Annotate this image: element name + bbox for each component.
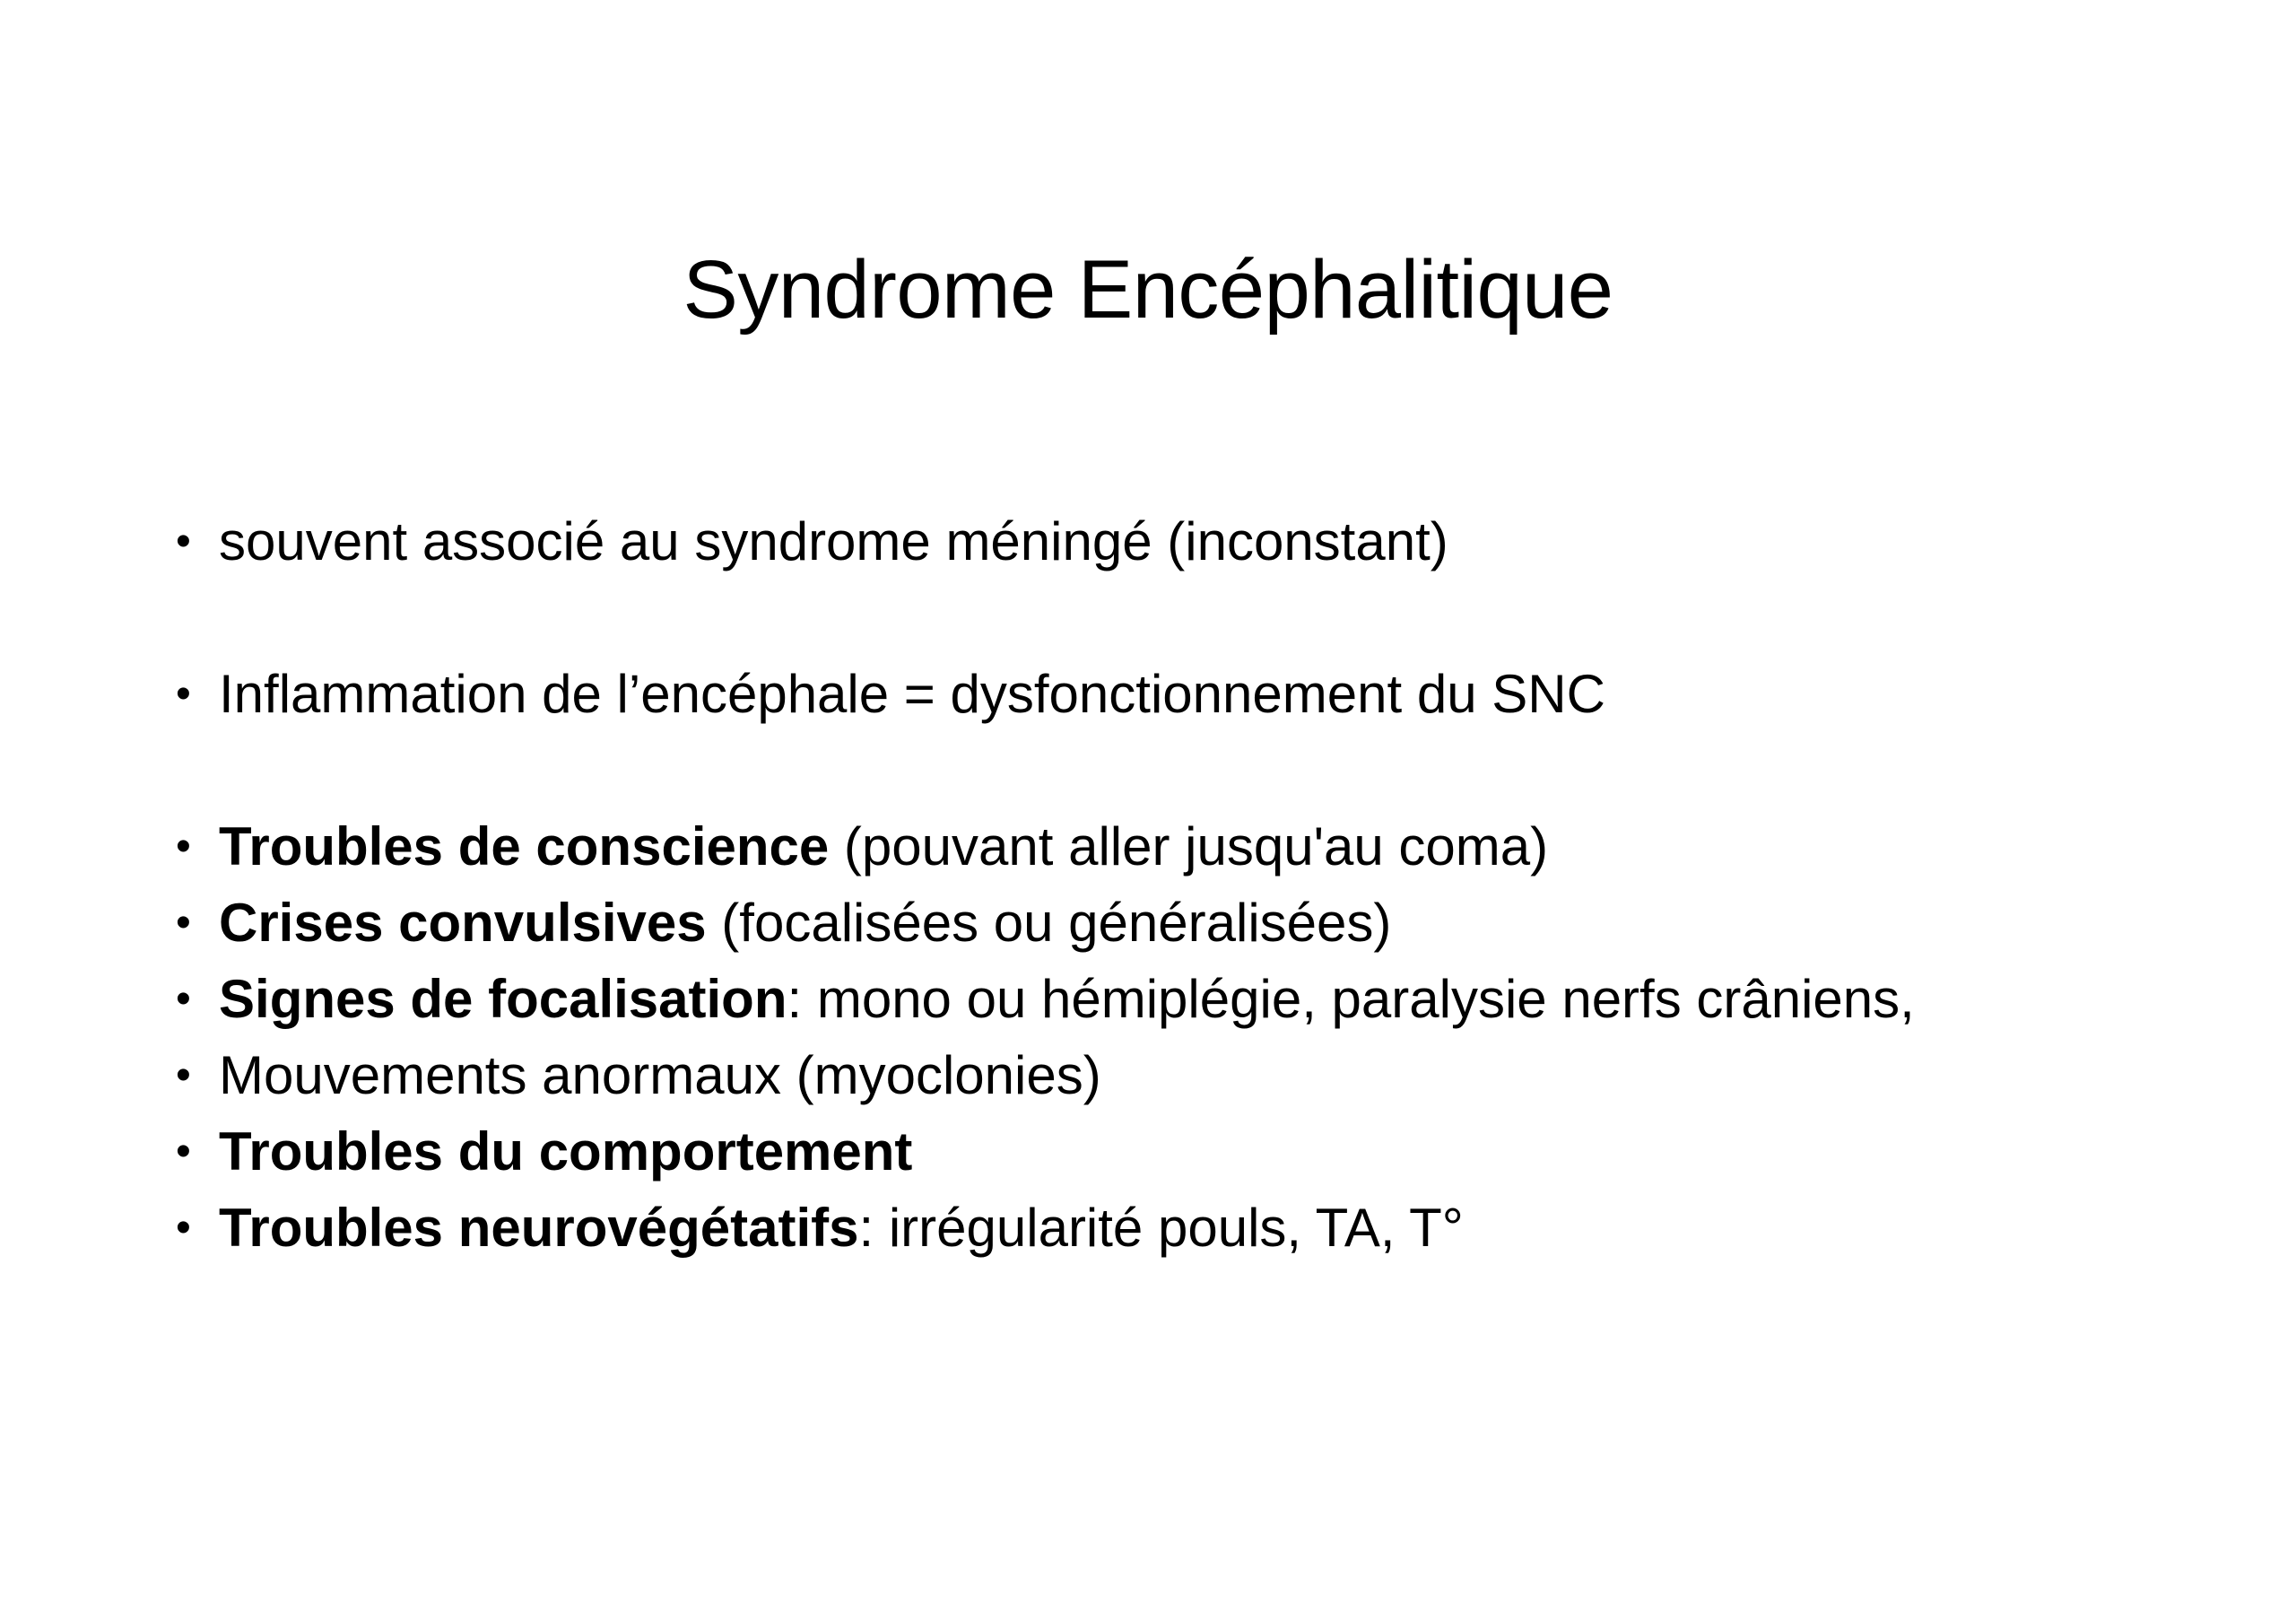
- bullet-icon: •: [176, 518, 191, 565]
- bullet-plain-text: Inflammation de l’encéphale = dysfonctionnement du SNC: [219, 664, 1605, 724]
- bullet-plain-text: : irrégularité pouls, TA, T°: [858, 1198, 1464, 1258]
- bullet-bold-text: Troubles neurovégétatifs: [219, 1198, 859, 1258]
- bullet-bold-text: Signes de focalisation: [219, 969, 787, 1029]
- bullet-icon: •: [176, 670, 191, 718]
- bullet-text: [219, 511, 1448, 571]
- bullet-icon: •: [176, 899, 191, 946]
- bullet-plain-text: souvent associé au syndrome méningé (inconstant): [219, 511, 1448, 571]
- bullet-plain-text: : mono ou hémiplégie, paralysie nerfs crâniens,: [787, 969, 1915, 1029]
- bullet-plain-text: Mouvements anormaux (myoclonies): [219, 1045, 1101, 1105]
- bullet-icon: •: [176, 975, 191, 1023]
- bullet-text: [219, 893, 1391, 953]
- bullet-text: [219, 816, 1548, 876]
- list-item: [176, 962, 2194, 1037]
- bullet-bold-text: Troubles du comportement: [219, 1121, 913, 1182]
- bullet-text: [219, 1121, 912, 1182]
- list-item: [176, 885, 2194, 961]
- bullet-plain-text: (focalisées ou généralisées): [706, 893, 1392, 953]
- slide-title: Syndrome Encéphalitique: [683, 244, 1613, 336]
- bullet-bold-text: Troubles de conscience: [219, 816, 830, 876]
- list-item: [176, 809, 2194, 885]
- list-item: [176, 1114, 2194, 1190]
- bullet-text: [219, 969, 1915, 1029]
- list-item: [176, 1038, 2194, 1113]
- bullet-text: [219, 1198, 1464, 1258]
- bullet-icon: •: [176, 823, 191, 870]
- list-item: [176, 504, 2194, 580]
- bullet-bold-text: Crises convulsives: [219, 893, 707, 953]
- bullet-text: [219, 1045, 1101, 1105]
- bullet-plain-text: (pouvant aller jusqu'au coma): [829, 816, 1549, 876]
- bullet-text: [219, 664, 1605, 724]
- bullet-icon: •: [176, 1051, 191, 1099]
- list-item: [176, 657, 2194, 732]
- bullet-icon: •: [176, 1128, 191, 1175]
- list-item: [176, 1190, 2194, 1266]
- bullet-icon: •: [176, 1204, 191, 1251]
